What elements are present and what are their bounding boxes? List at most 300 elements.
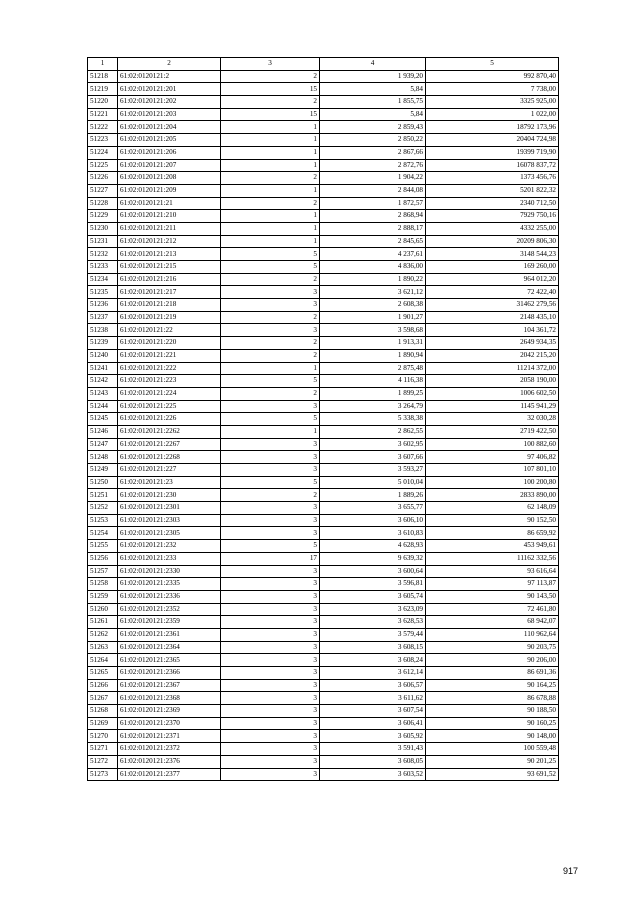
table-row bbox=[88, 349, 559, 362]
cadastral-number-cell: 61:02:0120121:217 bbox=[118, 286, 221, 299]
category-cell: 2 bbox=[221, 349, 320, 362]
category-cell: 3 bbox=[221, 438, 320, 451]
row-number-cell: 51252 bbox=[88, 502, 118, 515]
row-number-cell: 51251 bbox=[88, 489, 118, 502]
amount-cell: 2148 435,10 bbox=[426, 311, 559, 324]
table-row bbox=[88, 197, 559, 210]
amount-cell: 32 030,28 bbox=[426, 413, 559, 426]
table-row bbox=[88, 184, 559, 197]
value-cell: 2 867,66 bbox=[320, 146, 426, 159]
value-cell: 2 875,48 bbox=[320, 362, 426, 375]
category-cell: 2 bbox=[221, 70, 320, 83]
row-number-cell: 51265 bbox=[88, 667, 118, 680]
row-number-cell: 51261 bbox=[88, 616, 118, 629]
category-cell: 3 bbox=[221, 590, 320, 603]
table-row bbox=[88, 438, 559, 451]
row-number-cell: 51243 bbox=[88, 387, 118, 400]
category-cell: 3 bbox=[221, 654, 320, 667]
row-number-cell: 51233 bbox=[88, 261, 118, 274]
cadastral-number-cell: 61:02:0120121:222 bbox=[118, 362, 221, 375]
cadastral-number-cell: 61:02:0120121:2370 bbox=[118, 717, 221, 730]
row-number-cell: 51224 bbox=[88, 146, 118, 159]
table-row bbox=[88, 286, 559, 299]
category-cell: 3 bbox=[221, 667, 320, 680]
amount-cell: 169 260,00 bbox=[426, 261, 559, 274]
table-row bbox=[88, 311, 559, 324]
table-row bbox=[88, 578, 559, 591]
value-cell: 1 890,22 bbox=[320, 273, 426, 286]
table-body bbox=[88, 70, 559, 781]
amount-cell: 90 201,25 bbox=[426, 755, 559, 768]
row-number-cell: 51272 bbox=[88, 755, 118, 768]
category-cell: 3 bbox=[221, 502, 320, 515]
amount-cell: 1145 941,29 bbox=[426, 400, 559, 413]
value-cell: 3 610,83 bbox=[320, 527, 426, 540]
cadastral-number-cell: 61:02:0120121:2335 bbox=[118, 578, 221, 591]
cadastral-number-cell: 61:02:0120121:227 bbox=[118, 464, 221, 477]
value-cell: 9 639,32 bbox=[320, 552, 426, 565]
amount-cell: 72 461,80 bbox=[426, 603, 559, 616]
amount-cell: 2340 712,50 bbox=[426, 197, 559, 210]
table-row bbox=[88, 375, 559, 388]
category-cell: 15 bbox=[221, 83, 320, 96]
amount-cell: 107 801,10 bbox=[426, 464, 559, 477]
category-cell: 2 bbox=[221, 311, 320, 324]
table-row bbox=[88, 83, 559, 96]
row-number-cell: 51240 bbox=[88, 349, 118, 362]
cadastral-number-cell: 61:02:0120121:2268 bbox=[118, 451, 221, 464]
table-row bbox=[88, 210, 559, 223]
row-number-cell: 51236 bbox=[88, 299, 118, 312]
amount-cell: 453 949,61 bbox=[426, 540, 559, 553]
cadastral-number-cell: 61:02:0120121:205 bbox=[118, 134, 221, 147]
category-cell: 3 bbox=[221, 628, 320, 641]
row-number-cell: 51246 bbox=[88, 425, 118, 438]
cadastral-number-cell: 61:02:0120121:201 bbox=[118, 83, 221, 96]
value-cell: 3 611,62 bbox=[320, 692, 426, 705]
table-row bbox=[88, 552, 559, 565]
cadastral-number-cell: 61:02:0120121:2352 bbox=[118, 603, 221, 616]
value-cell: 2 868,94 bbox=[320, 210, 426, 223]
table-row bbox=[88, 121, 559, 134]
row-number-cell: 51253 bbox=[88, 514, 118, 527]
cadastral-number-cell: 61:02:0120121:2377 bbox=[118, 768, 221, 781]
value-cell: 5,84 bbox=[320, 83, 426, 96]
cadastral-number-cell: 61:02:0120121:213 bbox=[118, 248, 221, 261]
value-cell: 2 844,08 bbox=[320, 184, 426, 197]
amount-cell: 86 678,88 bbox=[426, 692, 559, 705]
amount-cell: 2058 190,00 bbox=[426, 375, 559, 388]
row-number-cell: 51257 bbox=[88, 565, 118, 578]
category-cell: 5 bbox=[221, 248, 320, 261]
category-cell: 15 bbox=[221, 108, 320, 121]
value-cell: 1 899,25 bbox=[320, 387, 426, 400]
cadastral-number-cell: 61:02:0120121:22 bbox=[118, 324, 221, 337]
table-row bbox=[88, 159, 559, 172]
cadastral-number-cell: 61:02:0120121:209 bbox=[118, 184, 221, 197]
table-row bbox=[88, 70, 559, 83]
table-row bbox=[88, 299, 559, 312]
table-row bbox=[88, 146, 559, 159]
value-cell: 2 845,65 bbox=[320, 235, 426, 248]
row-number-cell: 51273 bbox=[88, 768, 118, 781]
cadastral-number-cell: 61:02:0120121:224 bbox=[118, 387, 221, 400]
amount-cell: 90 152,50 bbox=[426, 514, 559, 527]
table-row bbox=[88, 362, 559, 375]
row-number-cell: 51263 bbox=[88, 641, 118, 654]
value-cell: 1 890,94 bbox=[320, 349, 426, 362]
cadastral-number-cell: 61:02:0120121:2359 bbox=[118, 616, 221, 629]
cadastral-number-cell: 61:02:0120121:221 bbox=[118, 349, 221, 362]
value-cell: 4 237,61 bbox=[320, 248, 426, 261]
value-cell: 5 010,04 bbox=[320, 476, 426, 489]
amount-cell: 86 659,92 bbox=[426, 527, 559, 540]
category-cell: 1 bbox=[221, 425, 320, 438]
row-number-cell: 51258 bbox=[88, 578, 118, 591]
value-cell: 3 608,15 bbox=[320, 641, 426, 654]
table-row bbox=[88, 108, 559, 121]
table-row bbox=[88, 273, 559, 286]
row-number-cell: 51239 bbox=[88, 337, 118, 350]
value-cell: 3 606,41 bbox=[320, 717, 426, 730]
value-cell: 3 608,05 bbox=[320, 755, 426, 768]
cadastral-number-cell: 61:02:0120121:2367 bbox=[118, 679, 221, 692]
cadastral-number-cell: 61:02:0120121:207 bbox=[118, 159, 221, 172]
table-row bbox=[88, 514, 559, 527]
amount-cell: 16078 837,72 bbox=[426, 159, 559, 172]
category-cell: 1 bbox=[221, 184, 320, 197]
cadastral-number-cell: 61:02:0120121:2371 bbox=[118, 730, 221, 743]
category-cell: 1 bbox=[221, 121, 320, 134]
category-cell: 1 bbox=[221, 146, 320, 159]
table-row bbox=[88, 755, 559, 768]
table-row bbox=[88, 679, 559, 692]
table-row bbox=[88, 324, 559, 337]
table-row bbox=[88, 222, 559, 235]
cadastral-number-cell: 61:02:0120121:211 bbox=[118, 222, 221, 235]
value-cell: 3 612,14 bbox=[320, 667, 426, 680]
amount-cell: 100 882,60 bbox=[426, 438, 559, 451]
amount-cell: 90 164,25 bbox=[426, 679, 559, 692]
table-row bbox=[88, 590, 559, 603]
amount-cell: 72 422,40 bbox=[426, 286, 559, 299]
amount-cell: 100 559,48 bbox=[426, 743, 559, 756]
row-number-cell: 51269 bbox=[88, 717, 118, 730]
value-cell: 1 855,75 bbox=[320, 96, 426, 109]
row-number-cell: 51241 bbox=[88, 362, 118, 375]
table-row bbox=[88, 413, 559, 426]
row-number-cell: 51249 bbox=[88, 464, 118, 477]
cadastral-number-cell: 61:02:0120121:226 bbox=[118, 413, 221, 426]
value-cell: 3 606,10 bbox=[320, 514, 426, 527]
category-cell: 2 bbox=[221, 273, 320, 286]
cadastral-number-cell: 61:02:0120121:21 bbox=[118, 197, 221, 210]
table-row bbox=[88, 134, 559, 147]
category-cell: 2 bbox=[221, 197, 320, 210]
cadastral-number-cell: 61:02:0120121:23 bbox=[118, 476, 221, 489]
cadastral-number-cell: 61:02:0120121:2301 bbox=[118, 502, 221, 515]
table-row bbox=[88, 717, 559, 730]
value-cell: 3 598,68 bbox=[320, 324, 426, 337]
value-cell: 3 623,09 bbox=[320, 603, 426, 616]
value-cell: 3 605,74 bbox=[320, 590, 426, 603]
cadastral-number-cell: 61:02:0120121:2372 bbox=[118, 743, 221, 756]
amount-cell: 90 160,25 bbox=[426, 717, 559, 730]
amount-cell: 20404 724,98 bbox=[426, 134, 559, 147]
row-number-cell: 51264 bbox=[88, 654, 118, 667]
amount-cell: 11162 332,56 bbox=[426, 552, 559, 565]
cadastral-number-cell: 61:02:0120121:232 bbox=[118, 540, 221, 553]
table-row bbox=[88, 337, 559, 350]
category-cell: 5 bbox=[221, 261, 320, 274]
row-number-cell: 51244 bbox=[88, 400, 118, 413]
table-row bbox=[88, 400, 559, 413]
table-row bbox=[88, 476, 559, 489]
row-number-cell: 51237 bbox=[88, 311, 118, 324]
table-row bbox=[88, 96, 559, 109]
cadastral-number-cell: 61:02:0120121:230 bbox=[118, 489, 221, 502]
header-row bbox=[88, 58, 559, 71]
value-cell: 4 116,38 bbox=[320, 375, 426, 388]
cadastral-number-cell: 61:02:0120121:2330 bbox=[118, 565, 221, 578]
table-row bbox=[88, 502, 559, 515]
category-cell: 3 bbox=[221, 565, 320, 578]
amount-cell: 964 012,20 bbox=[426, 273, 559, 286]
amount-cell: 93 616,64 bbox=[426, 565, 559, 578]
table-row bbox=[88, 248, 559, 261]
row-number-cell: 51267 bbox=[88, 692, 118, 705]
row-number-cell: 51222 bbox=[88, 121, 118, 134]
table-row bbox=[88, 705, 559, 718]
category-cell: 3 bbox=[221, 527, 320, 540]
amount-cell: 5201 822,32 bbox=[426, 184, 559, 197]
category-cell: 3 bbox=[221, 514, 320, 527]
cadastral-number-cell: 61:02:0120121:2361 bbox=[118, 628, 221, 641]
cadastral-number-cell: 61:02:0120121:2267 bbox=[118, 438, 221, 451]
value-cell: 1 913,31 bbox=[320, 337, 426, 350]
amount-cell: 7 738,00 bbox=[426, 83, 559, 96]
row-number-cell: 51271 bbox=[88, 743, 118, 756]
cadastral-number-cell: 61:02:0120121:225 bbox=[118, 400, 221, 413]
table-row bbox=[88, 628, 559, 641]
cadastral-number-cell: 61:02:0120121:215 bbox=[118, 261, 221, 274]
row-number-cell: 51227 bbox=[88, 184, 118, 197]
amount-cell: 18792 173,96 bbox=[426, 121, 559, 134]
value-cell: 2 859,43 bbox=[320, 121, 426, 134]
category-cell: 3 bbox=[221, 286, 320, 299]
value-cell: 2 608,38 bbox=[320, 299, 426, 312]
amount-cell: 11214 372,00 bbox=[426, 362, 559, 375]
amount-cell: 62 148,09 bbox=[426, 502, 559, 515]
category-cell: 3 bbox=[221, 578, 320, 591]
category-cell: 3 bbox=[221, 603, 320, 616]
amount-cell: 4332 255,00 bbox=[426, 222, 559, 235]
category-cell: 1 bbox=[221, 222, 320, 235]
table-row bbox=[88, 641, 559, 654]
category-cell: 3 bbox=[221, 705, 320, 718]
row-number-cell: 51232 bbox=[88, 248, 118, 261]
row-number-cell: 51255 bbox=[88, 540, 118, 553]
row-number-cell: 51259 bbox=[88, 590, 118, 603]
amount-cell: 2719 422,50 bbox=[426, 425, 559, 438]
amount-cell: 31462 279,56 bbox=[426, 299, 559, 312]
value-cell: 3 603,52 bbox=[320, 768, 426, 781]
value-cell: 3 593,27 bbox=[320, 464, 426, 477]
row-number-cell: 51256 bbox=[88, 552, 118, 565]
category-cell: 3 bbox=[221, 679, 320, 692]
amount-cell: 7929 750,16 bbox=[426, 210, 559, 223]
cadastral-number-cell: 61:02:0120121:2364 bbox=[118, 641, 221, 654]
value-cell: 2 862,55 bbox=[320, 425, 426, 438]
cadastral-number-cell: 61:02:0120121:2336 bbox=[118, 590, 221, 603]
row-number-cell: 51228 bbox=[88, 197, 118, 210]
cadastral-number-cell: 61:02:0120121:2 bbox=[118, 70, 221, 83]
amount-cell: 2833 890,00 bbox=[426, 489, 559, 502]
amount-cell: 1006 602,50 bbox=[426, 387, 559, 400]
column-header: 3 bbox=[221, 58, 320, 71]
value-cell: 2 872,76 bbox=[320, 159, 426, 172]
table-row bbox=[88, 768, 559, 781]
value-cell: 3 608,24 bbox=[320, 654, 426, 667]
amount-cell: 97 113,87 bbox=[426, 578, 559, 591]
value-cell: 2 850,22 bbox=[320, 134, 426, 147]
cadastral-number-cell: 61:02:0120121:208 bbox=[118, 172, 221, 185]
cadastral-number-cell: 61:02:0120121:2369 bbox=[118, 705, 221, 718]
amount-cell: 2042 215,20 bbox=[426, 349, 559, 362]
table-row bbox=[88, 489, 559, 502]
category-cell: 3 bbox=[221, 743, 320, 756]
column-header: 4 bbox=[320, 58, 426, 71]
value-cell: 3 596,81 bbox=[320, 578, 426, 591]
table-row bbox=[88, 540, 559, 553]
data-table bbox=[87, 57, 559, 781]
row-number-cell: 51268 bbox=[88, 705, 118, 718]
value-cell: 5 338,38 bbox=[320, 413, 426, 426]
cadastral-number-cell: 61:02:0120121:2305 bbox=[118, 527, 221, 540]
amount-cell: 20209 806,30 bbox=[426, 235, 559, 248]
value-cell: 3 628,53 bbox=[320, 616, 426, 629]
row-number-cell: 51235 bbox=[88, 286, 118, 299]
table-row bbox=[88, 667, 559, 680]
value-cell: 1 904,22 bbox=[320, 172, 426, 185]
table-row bbox=[88, 235, 559, 248]
row-number-cell: 51219 bbox=[88, 83, 118, 96]
amount-cell: 1 022,00 bbox=[426, 108, 559, 121]
cadastral-number-cell: 61:02:0120121:218 bbox=[118, 299, 221, 312]
table-row bbox=[88, 527, 559, 540]
table-row bbox=[88, 425, 559, 438]
category-cell: 2 bbox=[221, 337, 320, 350]
column-header: 2 bbox=[118, 58, 221, 71]
cadastral-number-cell: 61:02:0120121:212 bbox=[118, 235, 221, 248]
table-row bbox=[88, 565, 559, 578]
row-number-cell: 51248 bbox=[88, 451, 118, 464]
cadastral-number-cell: 61:02:0120121:2376 bbox=[118, 755, 221, 768]
amount-cell: 90 148,00 bbox=[426, 730, 559, 743]
value-cell: 3 264,79 bbox=[320, 400, 426, 413]
category-cell: 2 bbox=[221, 387, 320, 400]
value-cell: 3 602,95 bbox=[320, 438, 426, 451]
row-number-cell: 51245 bbox=[88, 413, 118, 426]
amount-cell: 93 691,52 bbox=[426, 768, 559, 781]
cadastral-number-cell: 61:02:0120121:223 bbox=[118, 375, 221, 388]
table-row bbox=[88, 654, 559, 667]
amount-cell: 90 203,75 bbox=[426, 641, 559, 654]
amount-cell: 3325 925,00 bbox=[426, 96, 559, 109]
row-number-cell: 51223 bbox=[88, 134, 118, 147]
category-cell: 5 bbox=[221, 413, 320, 426]
cadastral-number-cell: 61:02:0120121:2366 bbox=[118, 667, 221, 680]
cadastral-number-cell: 61:02:0120121:202 bbox=[118, 96, 221, 109]
amount-cell: 90 188,50 bbox=[426, 705, 559, 718]
category-cell: 2 bbox=[221, 96, 320, 109]
table-row bbox=[88, 451, 559, 464]
value-cell: 3 591,43 bbox=[320, 743, 426, 756]
table-row bbox=[88, 616, 559, 629]
category-cell: 2 bbox=[221, 172, 320, 185]
row-number-cell: 51266 bbox=[88, 679, 118, 692]
amount-cell: 2649 934,35 bbox=[426, 337, 559, 350]
value-cell: 3 621,12 bbox=[320, 286, 426, 299]
cadastral-number-cell: 61:02:0120121:206 bbox=[118, 146, 221, 159]
category-cell: 1 bbox=[221, 210, 320, 223]
value-cell: 1 939,20 bbox=[320, 70, 426, 83]
category-cell: 3 bbox=[221, 755, 320, 768]
amount-cell: 3148 544,23 bbox=[426, 248, 559, 261]
value-cell: 1 901,27 bbox=[320, 311, 426, 324]
value-cell: 5,84 bbox=[320, 108, 426, 121]
table-row bbox=[88, 172, 559, 185]
row-number-cell: 51220 bbox=[88, 96, 118, 109]
category-cell: 2 bbox=[221, 489, 320, 502]
row-number-cell: 51225 bbox=[88, 159, 118, 172]
value-cell: 1 889,26 bbox=[320, 489, 426, 502]
value-cell: 1 872,57 bbox=[320, 197, 426, 210]
amount-cell: 68 942,07 bbox=[426, 616, 559, 629]
category-cell: 3 bbox=[221, 692, 320, 705]
value-cell: 3 605,92 bbox=[320, 730, 426, 743]
category-cell: 3 bbox=[221, 400, 320, 413]
cadastral-number-cell: 61:02:0120121:204 bbox=[118, 121, 221, 134]
cadastral-number-cell: 61:02:0120121:2365 bbox=[118, 654, 221, 667]
amount-cell: 100 200,80 bbox=[426, 476, 559, 489]
category-cell: 5 bbox=[221, 540, 320, 553]
category-cell: 3 bbox=[221, 324, 320, 337]
category-cell: 3 bbox=[221, 616, 320, 629]
page-number: 917 bbox=[563, 866, 579, 876]
row-number-cell: 51226 bbox=[88, 172, 118, 185]
category-cell: 5 bbox=[221, 375, 320, 388]
cadastral-number-cell: 61:02:0120121:2303 bbox=[118, 514, 221, 527]
row-number-cell: 51230 bbox=[88, 222, 118, 235]
amount-cell: 86 691,36 bbox=[426, 667, 559, 680]
table-row bbox=[88, 261, 559, 274]
category-cell: 3 bbox=[221, 299, 320, 312]
cadastral-number-cell: 61:02:0120121:203 bbox=[118, 108, 221, 121]
category-cell: 3 bbox=[221, 641, 320, 654]
value-cell: 4 836,00 bbox=[320, 261, 426, 274]
table-row bbox=[88, 603, 559, 616]
amount-cell: 110 962,64 bbox=[426, 628, 559, 641]
cadastral-number-cell: 61:02:0120121:233 bbox=[118, 552, 221, 565]
row-number-cell: 51234 bbox=[88, 273, 118, 286]
table-row bbox=[88, 730, 559, 743]
amount-cell: 97 406,82 bbox=[426, 451, 559, 464]
table-row bbox=[88, 692, 559, 705]
amount-cell: 90 206,00 bbox=[426, 654, 559, 667]
row-number-cell: 51231 bbox=[88, 235, 118, 248]
row-number-cell: 51250 bbox=[88, 476, 118, 489]
